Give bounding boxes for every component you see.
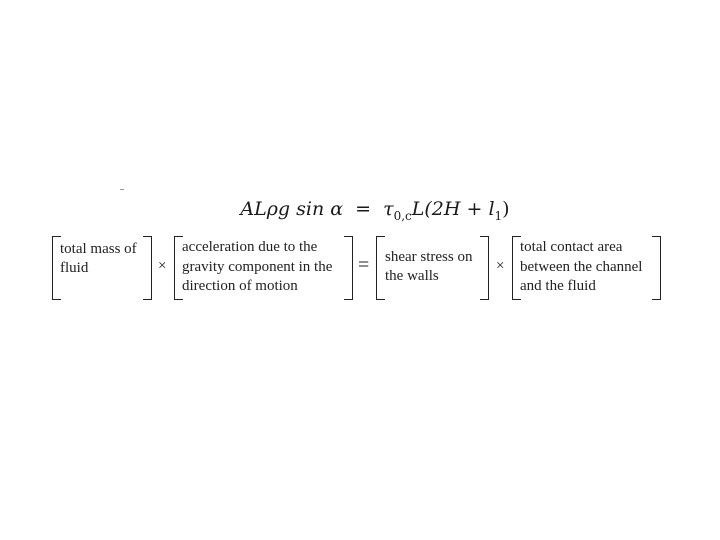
term-mass-line2: fluid — [60, 260, 89, 276]
equation-close-paren: ) — [502, 198, 510, 220]
term-mass-line1: total mass of — [60, 241, 137, 257]
term-shear-line1: shear stress on — [385, 249, 473, 265]
term-area-line2: between the channel — [520, 259, 643, 275]
term-accel-line1: acceleration due to the — [182, 239, 318, 255]
equation-rhs: L(2H + l — [411, 198, 495, 220]
term-area-line1: total contact area — [520, 239, 623, 255]
equation-tau: τ — [383, 198, 394, 220]
bracket-left — [376, 236, 385, 300]
term-shear-line2: the walls — [385, 268, 439, 284]
word-equation — [40, 236, 680, 300]
times-operator-2: × — [496, 258, 505, 274]
term-area-line3: and the fluid — [520, 278, 596, 294]
stray-mark — [120, 189, 124, 190]
bracket-right — [480, 236, 489, 300]
bracket-right — [143, 236, 152, 300]
governing-equation — [0, 198, 720, 223]
times-operator: × — [158, 258, 167, 274]
equation-lhs: ALρg sin α — [240, 198, 344, 220]
equation-tau-subscript: 0,c — [393, 208, 412, 223]
equation-l-subscript: 1 — [494, 208, 503, 223]
term-accel-line2: gravity component in the — [182, 259, 333, 275]
equals-operator: = — [358, 254, 370, 276]
bracket-right — [652, 236, 661, 300]
equation-equals: = — [355, 198, 372, 220]
term-accel-line3: direction of motion — [182, 278, 298, 294]
bracket-right — [344, 236, 353, 300]
